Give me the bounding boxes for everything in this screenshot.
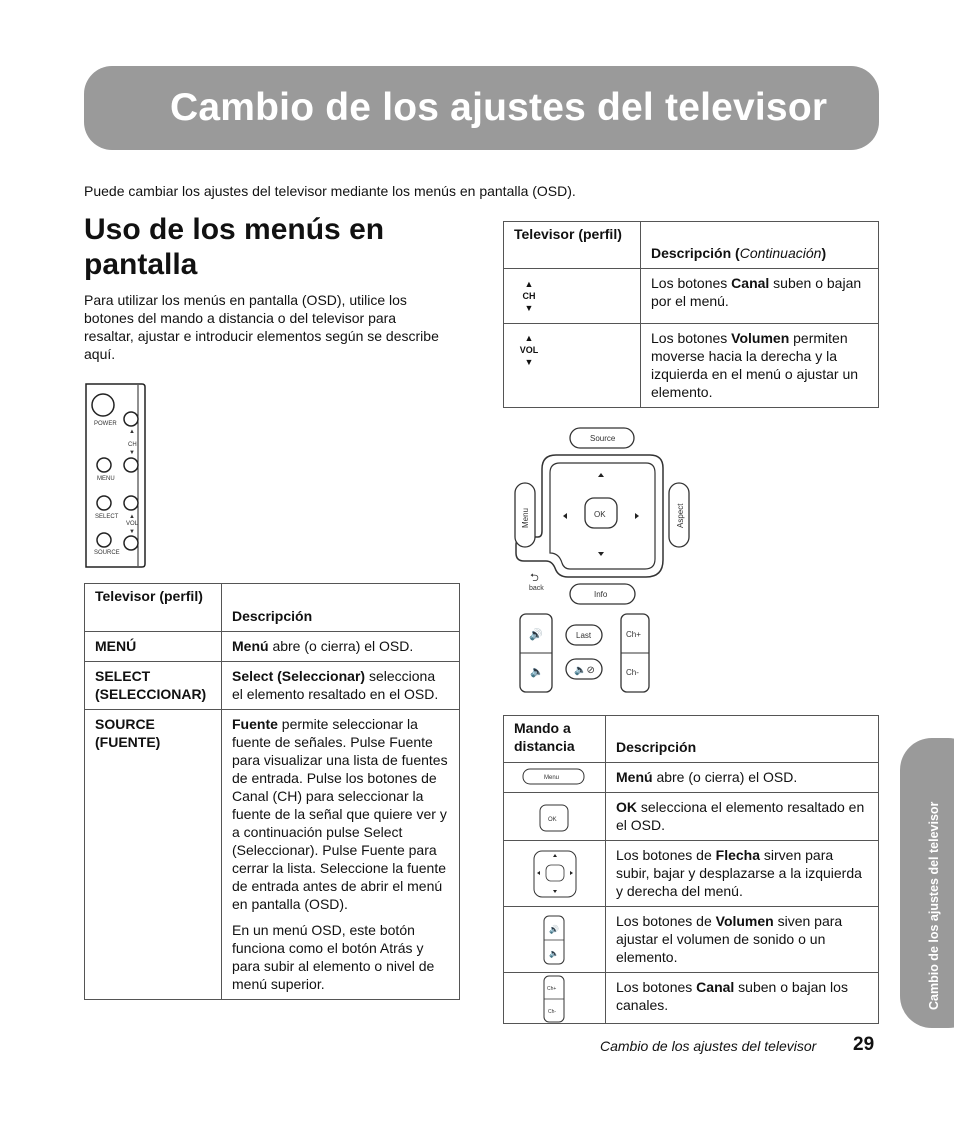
ch-label: CH	[128, 442, 137, 448]
chapter-side-tab-label: Cambio de los ajustes del televisor	[927, 801, 941, 1010]
table-header-row	[85, 584, 460, 632]
volume-up-icon: 🔊	[529, 629, 543, 641]
svg-text:Ch+: Ch+	[626, 630, 641, 639]
menu-button-icon	[504, 763, 604, 789]
select-label: SELECT	[95, 514, 119, 520]
svg-text:OK: OK	[548, 816, 557, 823]
row-name: MENÚ	[95, 638, 137, 654]
table-row: SELECT (SELECCIONAR) Select (Seleccionar) selecciona el elemento resaltado en el OSD.	[85, 662, 460, 710]
remote-buttons-table	[503, 715, 879, 1024]
table-header-row	[504, 716, 879, 763]
page-number: 29	[853, 1034, 875, 1055]
vol-up-button-icon	[124, 496, 138, 510]
svg-text:▲: ▲	[129, 514, 135, 520]
svg-text:▲: ▲	[129, 429, 135, 435]
svg-text:▼: ▼	[129, 450, 135, 456]
svg-text:Ch-: Ch-	[548, 1009, 557, 1015]
vol-label: VOL	[126, 521, 139, 527]
source-button-icon	[97, 533, 111, 547]
column-header-remote: Mando a distancia	[504, 716, 606, 763]
svg-text:Aspect: Aspect	[676, 503, 685, 528]
svg-text:Info: Info	[594, 590, 608, 599]
section-paragraph: Para utilizar los menús en pantalla (OSD), utilice los botones del mando a distancia o del televisor para resaltar, ajustar e introducir elementos según se describe aquí.	[84, 292, 439, 362]
ch-down-button-icon	[124, 458, 138, 472]
volume-buttons-icon	[504, 911, 604, 969]
intro-text: Puede cambiar los ajustes del televisor mediante los menús en pantalla (OSD).	[84, 183, 576, 199]
svg-text:▼: ▼	[129, 529, 135, 535]
ch-up-button-icon	[124, 412, 138, 426]
source-label: SOURCE	[94, 550, 120, 556]
svg-text:🔊: 🔊	[549, 924, 559, 934]
svg-text:Menu: Menu	[544, 775, 560, 781]
footer-title: Cambio de los ajustes del televisor	[600, 1038, 817, 1054]
ok-button-icon	[504, 800, 604, 834]
svg-text:Ch-: Ch-	[626, 668, 639, 677]
tv-buttons-table-continued	[503, 221, 879, 408]
back-arrow-icon: ⮌	[530, 572, 539, 584]
table-row: Los botones de Flecha sirven para subir, bajar y desplazarse a la izquierda y derecha del menú.	[504, 841, 879, 907]
channel-buttons-icon	[504, 973, 604, 1023]
menu-label: MENU	[97, 476, 115, 482]
table-row: ▲ CH ▼ Los botones Canal suben o bajan por el menú.	[504, 269, 879, 324]
table-row: MENÚ Menú abre (o cierra) el OSD.	[85, 632, 460, 662]
remote-control-illustration	[508, 425, 698, 695]
column-header-description: Descripción	[222, 584, 460, 632]
row-name: SOURCE (FUENTE)	[95, 716, 161, 750]
column-header-profile: Televisor (perfil)	[504, 222, 641, 269]
power-button-icon	[92, 394, 114, 416]
table-row: 🔊 🔈 Los botones de Volumen siven para ajustar el volumen de sonido o un elemento.	[504, 907, 879, 973]
row-name: SELECT (SELECCIONAR)	[95, 668, 207, 702]
table-row: ▲ VOL ▼ Los botones Volumen permiten moverse hacia la derecha y la izquierda en el menú o ajustar un elemento.	[504, 324, 879, 408]
column-header-description: Descripción (Continuación)	[641, 222, 879, 269]
ch-arrows-icon: ▲ CH ▼	[522, 279, 536, 313]
svg-text:Ch+: Ch+	[547, 986, 557, 992]
table-header-row	[504, 222, 879, 269]
page-title: Cambio de los ajustes del televisor	[170, 86, 828, 129]
section-heading: Uso de los menús en pantalla	[84, 213, 385, 281]
svg-text:OK: OK	[594, 510, 606, 519]
power-label: POWER	[94, 421, 117, 427]
table-row: OK OK selecciona el elemento resaltado en el OSD.	[504, 793, 879, 841]
volume-down-icon: 🔈	[530, 666, 544, 678]
menu-button-icon	[97, 458, 111, 472]
svg-text:back: back	[529, 585, 544, 592]
table-row: Ch+ Ch- Los botones Canal suben o bajan los canales.	[504, 973, 879, 1024]
vol-arrows-icon: ▲ VOL ▼	[519, 333, 539, 367]
column-header-profile: Televisor (perfil)	[85, 584, 222, 632]
arrow-buttons-icon	[504, 846, 604, 902]
svg-text:Last: Last	[576, 631, 592, 640]
tv-side-panel-illustration	[84, 383, 148, 568]
select-button-icon	[97, 496, 111, 510]
svg-text:Source: Source	[590, 434, 616, 443]
table-row: Menu Menú abre (o cierra) el OSD.	[504, 763, 879, 793]
tv-buttons-table	[84, 583, 460, 1000]
svg-text:🔈⊘: 🔈⊘	[574, 665, 595, 676]
svg-text:Menu: Menu	[521, 507, 530, 528]
svg-text:🔈: 🔈	[549, 948, 559, 958]
table-row: SOURCE (FUENTE) Fuente permite seleccionar la fuente de señales. Pulse Fuente para visualizar una lista de fuentes de entrada. Pulse los botones de Canal (CH) para seleccionar la fuente de la señal que quiere ver y a continuación pulse Select (Seleccionar). Pulse Fuente para cerrar la lista. Seleccione la fuente de entrada antes de abrir el menú en pantalla (OSD). En un menú OSD, este botón funciona como el botón Atrás y para subir al elemento o nivel de menú superior.	[85, 710, 460, 1000]
title-banner	[84, 66, 879, 150]
vol-down-button-icon	[124, 536, 138, 550]
column-header-description: Descripción	[606, 716, 879, 763]
